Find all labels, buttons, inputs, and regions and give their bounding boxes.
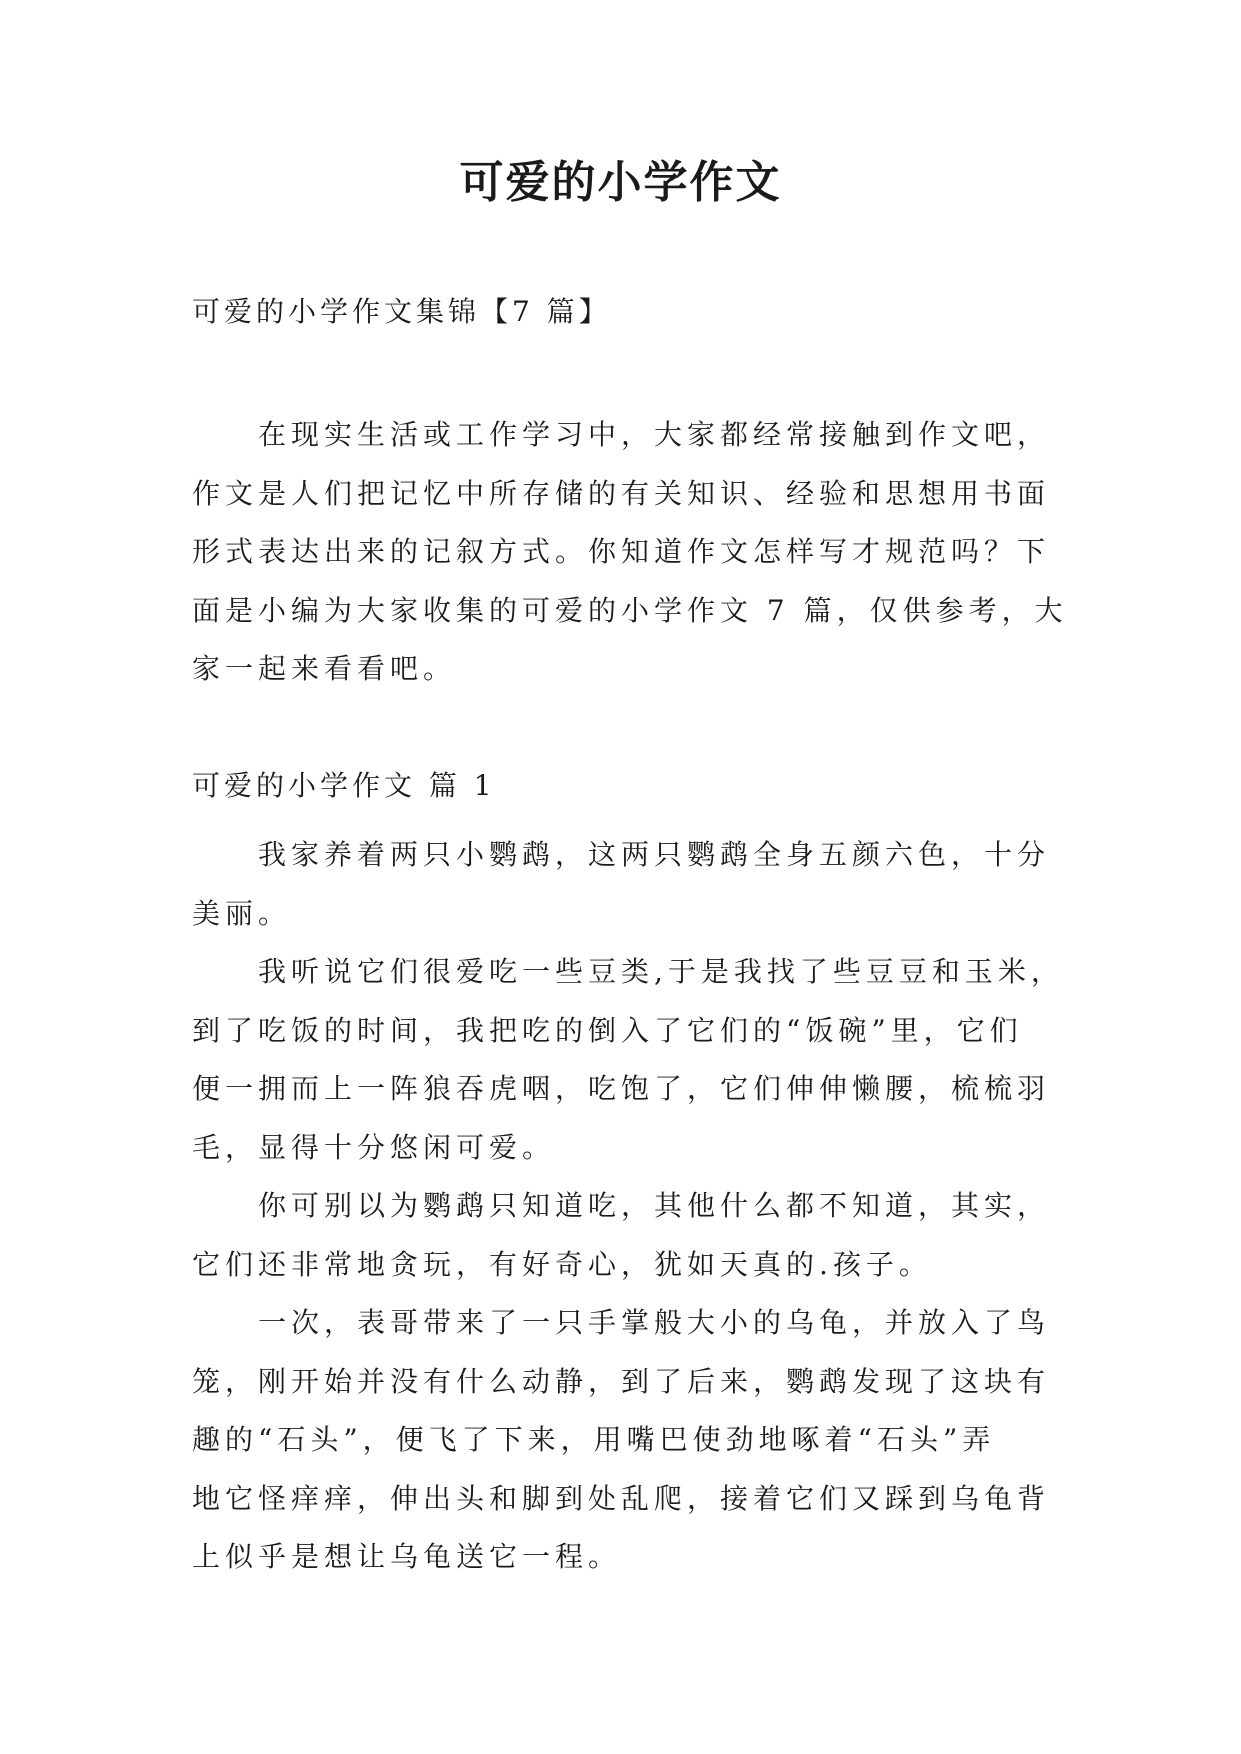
paragraph-line: 我家养着两只小鹦鹉，这两只鹦鹉全身五颜六色，十分 <box>258 838 1051 871</box>
paragraph <box>192 826 1072 943</box>
intro-line: 作文是人们把记忆中所存储的有关知识、经验和思想用书面 <box>192 476 1051 510</box>
paragraph-line: 笼，刚开始并没有什么动静，到了后来，鹦鹉发现了这块有 <box>192 1364 1051 1398</box>
intro-line: 在现实生活或工作学习中，大家都经常接触到作文吧， <box>258 418 1051 451</box>
section-heading: 可爱的小学作文 篇 1 <box>192 769 496 802</box>
intro-paragraph <box>192 406 1072 699</box>
essay-body <box>192 826 1072 1587</box>
paragraph-line: 毛，显得十分悠闲可爱。 <box>192 1130 556 1164</box>
paragraph-line: 你可别以为鹦鹉只知道吃，其他什么都不知道，其实， <box>258 1189 1051 1222</box>
paragraph <box>192 1294 1072 1587</box>
paragraph-line: 趣的“石头”，便飞了下来，用嘴巴使劲地啄着“石头”弄 <box>192 1423 996 1456</box>
collection-subtitle: 可爱的小学作文集锦【7 篇】 <box>192 295 611 328</box>
intro-line: 家一起来看看吧。 <box>192 652 457 685</box>
paragraph <box>192 1177 1072 1294</box>
paragraph <box>192 943 1072 1177</box>
intro-line: 面是小编为大家收集的可爱的小学作文 7 篇，仅供参考，大 <box>192 593 1068 627</box>
paragraph-line: 美丽。 <box>192 896 292 930</box>
page-title: 可爱的小学作文 <box>459 157 782 208</box>
paragraph-line: 上似乎是想让乌龟送它一程。 <box>192 1540 622 1573</box>
paragraph-line: 一次，表哥带来了一只手掌般大小的乌龟，并放入了鸟 <box>258 1306 1051 1339</box>
paragraph-line: 我听说它们很爱吃一些豆类,于是我找了些豆豆和玉米， <box>258 955 1064 988</box>
paragraph-line: 到了吃饭的时间，我把吃的倒入了它们的“饭碗”里，它们 <box>192 1013 1023 1047</box>
paragraph-line: 便一拥而上一阵狼吞虎咽，吃饱了，它们伸伸懒腰，梳梳羽 <box>192 1072 1051 1105</box>
paragraph-line: 它们还非常地贪玩，有好奇心，犹如天真的.孩子。 <box>192 1247 932 1281</box>
paragraph-line: 地它怪痒痒，伸出头和脚到处乱爬，接着它们又踩到乌龟背 <box>192 1481 1051 1515</box>
intro-line: 形式表达出来的记叙方式。你知道作文怎样写才规范吗？下 <box>192 535 1051 568</box>
